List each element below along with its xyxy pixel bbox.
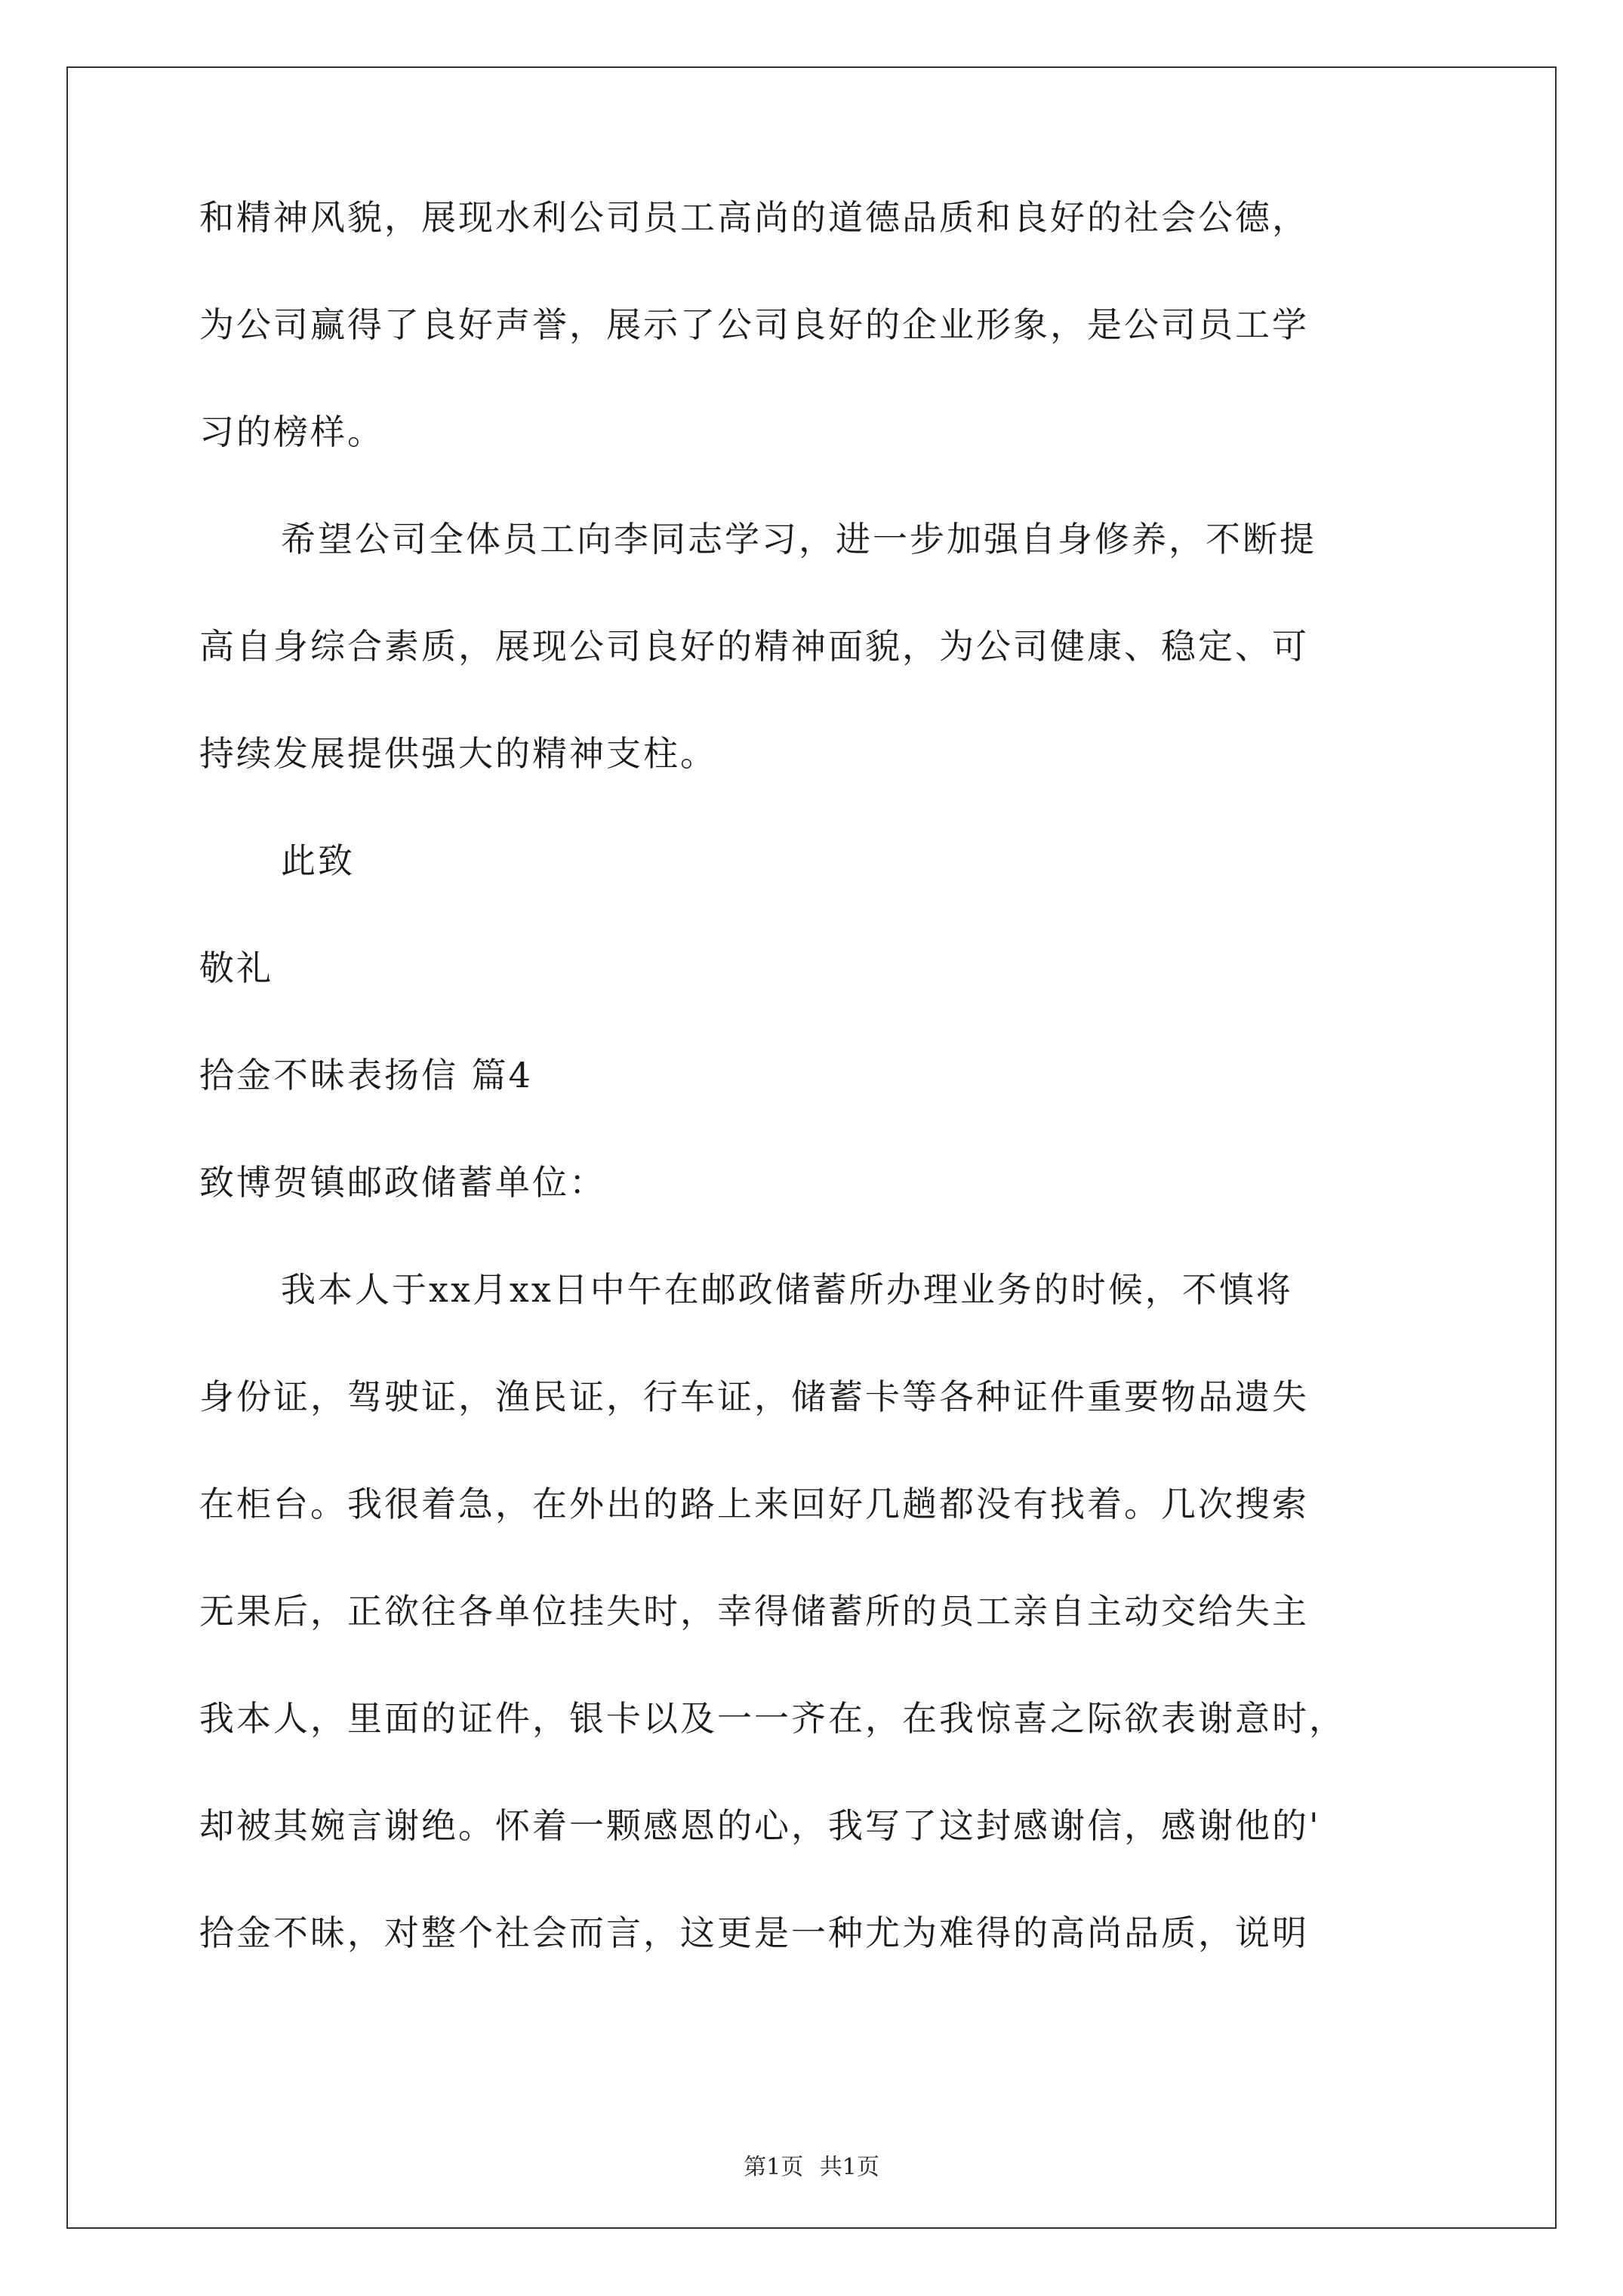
paragraph-start-line: 我本人于xx月xx日中午在邮政储蓄所办理业务的时候，不慎将	[281, 1269, 1293, 1310]
closing-salutation: 此致	[281, 840, 355, 881]
body-line: 和精神风貌，展现水利公司员工高尚的道德品质和良好的社会公德，	[199, 197, 1309, 238]
body-line: 身份证，驾驶证，渔民证，行车证，储蓄卡等各种证件重要物品遗失	[199, 1376, 1309, 1417]
closing-regards: 敬礼	[199, 948, 273, 988]
body-line: 无果后，正欲往各单位挂失时，幸得储蓄所的员工亲自主动交给失主	[199, 1591, 1309, 1632]
page-footer	[0, 2148, 1623, 2181]
body-line: 在柜台。我很着急，在外出的路上来回好几趟都没有找着。几次搜索	[199, 1484, 1309, 1524]
page-number: 第1页	[744, 2154, 804, 2180]
page-total: 共1页	[819, 2154, 879, 2180]
body-line: 习的榜样。	[199, 411, 384, 452]
body-line: 我本人，里面的证件，银卡以及一一齐在，在我惊喜之际欲表谢意时，	[199, 1698, 1346, 1739]
body-line: 持续发展提供强大的精神支柱。	[199, 733, 717, 774]
body-line: 却被其婉言谢绝。怀着一颗感恩的心，我写了这封感谢信，感谢他的'	[199, 1805, 1321, 1846]
recipient-line: 致博贺镇邮政储蓄单位：	[199, 1162, 606, 1203]
section-heading: 拾金不昧表扬信 篇4	[199, 1055, 533, 1096]
paragraph-start-line: 希望公司全体员工向李同志学习，进一步加强自身修养，不断提	[281, 519, 1317, 559]
body-line: 为公司赢得了良好声誉，展示了公司良好的企业形象，是公司员工学	[199, 304, 1309, 345]
body-line: 高自身综合素质，展现公司良好的精神面貌，为公司健康、稳定、可	[199, 626, 1309, 667]
body-line: 拾金不昧，对整个社会而言，这更是一种尤为难得的高尚品质，说明	[199, 1912, 1309, 1953]
